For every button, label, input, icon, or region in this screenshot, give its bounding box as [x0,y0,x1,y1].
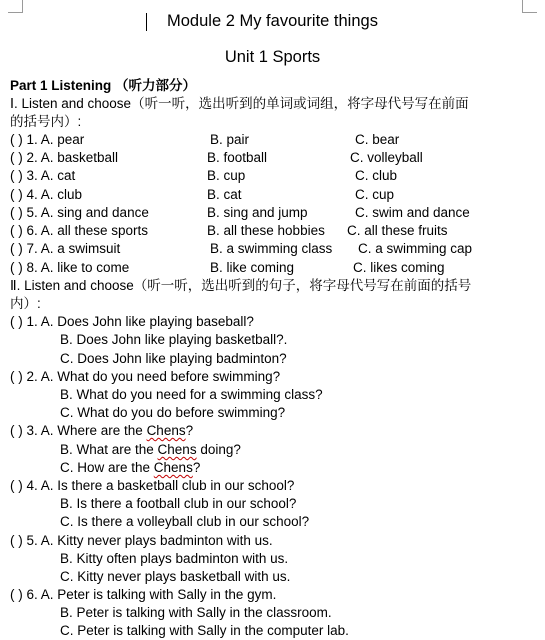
option-c: C. bear [355,132,400,147]
option-b: B. all these hobbies [207,223,325,238]
sentence-option-c: C. Peter is talking with Sally in the computer lab. [60,623,349,638]
question-prefix-option-a: ( ) 6. A. all these sports [10,223,149,238]
spellcheck-flagged-word: Chens [157,442,197,457]
sentence-question-option-a: ( ) 1. A. Does John like playing baseball? [10,314,254,329]
sentence-text: ( ) 3. A. Where are the [10,423,147,438]
word-question-row [10,167,398,185]
sentence-text: ? [185,423,194,438]
section1-instruction-cont: 的括号内）: [10,114,82,129]
sentence-option-c: C. What do you do before swimming? [60,405,286,420]
part1-heading: Part 1 Listening （听力部分） [10,78,197,93]
sentence-option-c [60,459,200,477]
word-question-row [10,131,400,149]
option-c: C. cup [355,187,395,202]
word-question-row [10,186,395,204]
question-prefix-option-a: ( ) 7. A. a swimsuit [10,241,121,256]
option-c: C. likes coming [353,260,445,275]
word-question-row [10,149,423,167]
question-prefix-option-a: ( ) 2. A. basketball [10,150,119,165]
sentence-text: ? [192,460,201,475]
question-prefix-option-a: ( ) 1. A. pear [10,132,85,147]
option-b: B. like coming [210,260,295,275]
sentence-option-c: C. Does John like playing badminton? [60,351,287,366]
section2-instruction-cont: 内）: [10,296,41,311]
sentence-option-b: B. Is there a football club in our school? [60,496,297,511]
sentence-question-option-a [10,422,193,440]
question-prefix-option-a: ( ) 4. A. club [10,187,83,202]
sentence-option-b [60,441,241,459]
option-b: B. pair [210,132,250,147]
sentence-option-b: B. Does John like playing basketball?. [60,332,288,347]
option-b: B. sing and jump [207,205,308,220]
question-prefix-option-a: ( ) 3. A. cat [10,168,76,183]
sentence-text: B. What are the [60,442,158,457]
section2-instruction: Ⅱ. Listen and choose（听一听，选出听到的句子，将字母代号写在前面的括号 [10,278,472,293]
question-prefix-option-a: ( ) 5. A. sing and dance [10,205,149,220]
option-b: B. cat [207,187,242,202]
sentence-option-b: B. Kitty often plays badminton with us. [60,551,289,566]
sentence-option-b: B. What do you need for a swimming class? [60,387,323,402]
section1-instruction: Ⅰ. Listen and choose（听一听，选出听到的单词或词组，将字母代号写在前面 [10,96,469,111]
word-question-row [10,240,473,258]
sentence-question-option-a: ( ) 5. A. Kitty never plays badminton with us. [10,533,273,548]
option-b: B. a swimming class [210,241,333,256]
sentence-text: doing? [196,442,241,457]
sentence-question-option-a: ( ) 4. A. Is there a basketball club in our school? [10,478,295,493]
option-c: C. swim and dance [355,205,470,220]
word-question-row [10,204,470,222]
question-prefix-option-a: ( ) 8. A. like to come [10,260,130,275]
option-b: B. football [207,150,268,165]
sentence-question-option-a: ( ) 2. A. What do you need before swimming? [10,369,281,384]
sentence-option-c: C. Kitty never plays basketball with us. [60,569,291,584]
sentence-option-c: C. Is there a volleyball club in our school? [60,514,310,529]
option-c: C. a swimming cap [358,241,473,256]
word-question-row [10,222,448,240]
spellcheck-flagged-word: Chens [153,460,193,475]
sentence-option-b: B. Peter is talking with Sally in the classroom. [60,605,332,620]
option-c: C. all these fruits [347,223,448,238]
spellcheck-flagged-word: Chens [146,423,186,438]
unit-title: Unit 1 Sports [224,48,321,66]
option-b: B. cup [207,168,246,183]
sentence-question-option-a: ( ) 6. A. Peter is talking with Sally in the gym. [10,587,277,602]
option-c: C. club [355,168,398,183]
module-title: Module 2 My favourite things [167,12,378,30]
word-question-row [10,259,445,277]
option-c: C. volleyball [350,150,423,165]
sentence-text: C. How are the [60,460,154,475]
